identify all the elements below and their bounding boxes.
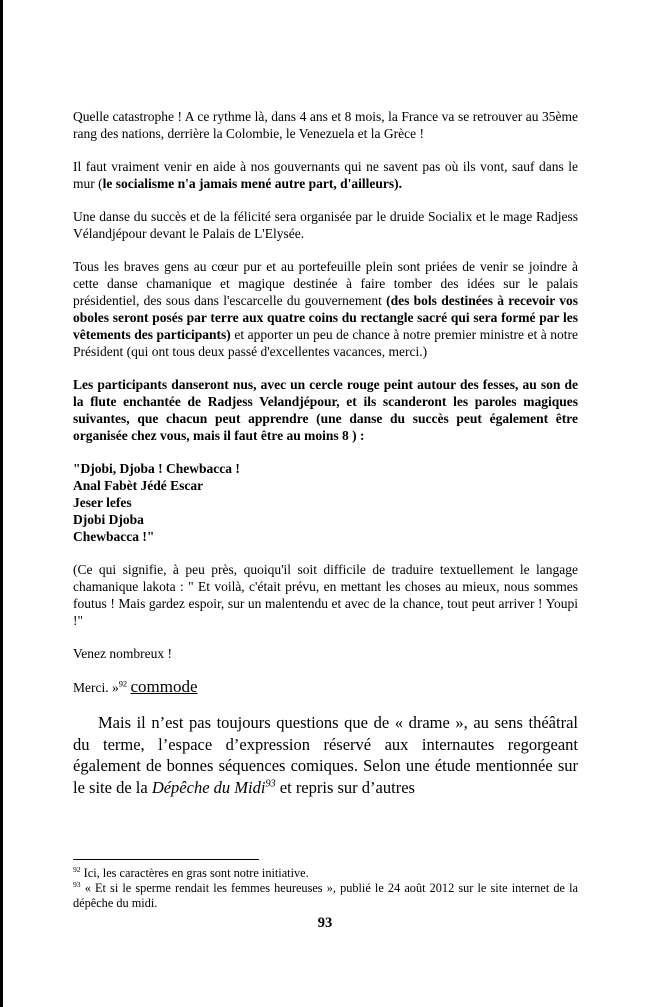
text-segment: 92 [73,864,81,874]
page-number: 93 [317,915,333,931]
paragraph [73,511,578,528]
text-flow [73,108,578,814]
text-segment: Les participants danseront nus, avec un cercle rouge peint autour des fesses, au son de la flute enchantée de Radjess Velandjépour, et ils scanderont les paroles magiques suivantes, que chacun peut apprendre (une danse du succès peut également être organisée chez vous, mais il faut être au moins 8 ) : [73,377,578,443]
footnote-separator [73,859,259,860]
text-segment: 93 [73,879,81,889]
text-segment: et apporter un peu de chance à notre premier ministre et à notre Président (qui ont tous deux passé d'excellentes vacances, merci.) [73,327,578,359]
text-segment: et repris sur d’autres [275,777,415,797]
footnote-area [73,859,578,911]
paragraph [73,460,578,477]
paragraph [73,494,578,511]
paragraph [73,258,578,360]
text-segment: (des bols destinées à recevoir vos oboles seront posés par terre aux quatre coins du rectangle sacré qui sera formé par les vêtements des participants) [73,293,578,342]
text-segment: Il faut vraiment venir en aide à nos gouvernants qui ne savent pas où ils vont, sauf dans le mur ( [73,159,578,191]
footnote-list [73,866,578,911]
page-left-edge [0,0,3,1007]
text-segment: le socialisme n'a jamais mené autre part, d'ailleurs). [102,176,402,191]
text-segment: Merci. » [73,680,119,695]
text-segment: Quelle catastrophe ! A ce rythme là, dans 4 ans et 8 mois, la France va se retrouver au 35ème rang des nations, derrière la Colombie, le Venezuela et la Grèce ! [73,109,578,141]
paragraph [73,712,578,798]
text-segment: Dépêche du Midi [151,777,266,797]
text-segment: Ici, les caractères en gras sont notre initiative. [80,866,309,880]
paragraph [73,477,578,494]
text-segment: commode [130,677,198,696]
text-segment: Jeser lefes [73,495,132,510]
text-segment: Une danse du succès et de la félicité sera organisée par le druide Socialix et le mage Radjess Vélandjépour devant le Palais de L'Elysée. [73,209,578,241]
text-segment: 93 [265,778,276,789]
paragraph [73,208,578,242]
text-segment: "Djobi, Djoba ! Chewbacca ! [73,461,240,476]
text-segment: Djobi Djoba [73,512,144,527]
text-segment: Tous les braves gens au cœur pur et au portefeuille plein sont priées de venir se joindre à cette danse chamanique et magique destinée à faire tomber des idées sur le palais présidentiel, des sous dans l'escarcelle du gouvernement [73,259,578,308]
paragraph [73,561,578,629]
paragraph [73,528,578,545]
text-segment: Venez nombreux ! [73,646,172,661]
footnote [73,866,578,881]
text-segment: « Et si le sperme rendait les femmes heureuses », publié le 24 août 2012 sur le site internet de la dépêche du midi. [73,881,578,910]
text-segment: (Ce qui signifie, à peu près, quoiqu'il soit difficile de traduire textuellement le langage chamanique lakota : " Et voilà, c'était prévu, en mettant les choses au mieux, nous sommes foutus ! Mais gardez espoir, sur un malentendu et avec de la chance, tout peut arriver ! Youpi !" [73,562,578,628]
text-segment: Anal Fabèt Jédé Escar [73,478,204,493]
paragraph [73,678,578,696]
paragraph [73,108,578,142]
paragraph [73,158,578,192]
text-segment: Chewbacca !" [73,529,155,544]
footnote [73,881,578,911]
paragraph [73,645,578,662]
text-segment: Mais il n’est pas toujours questions que de « drame », au sens théâtral du terme, l’espace d’expression réservé aux internautes regorgeant également de bonnes séquences comiques. Selon une étude mentionnée sur le site de la [73,713,578,797]
paragraph [73,376,578,444]
text-segment: 92 [118,679,128,689]
